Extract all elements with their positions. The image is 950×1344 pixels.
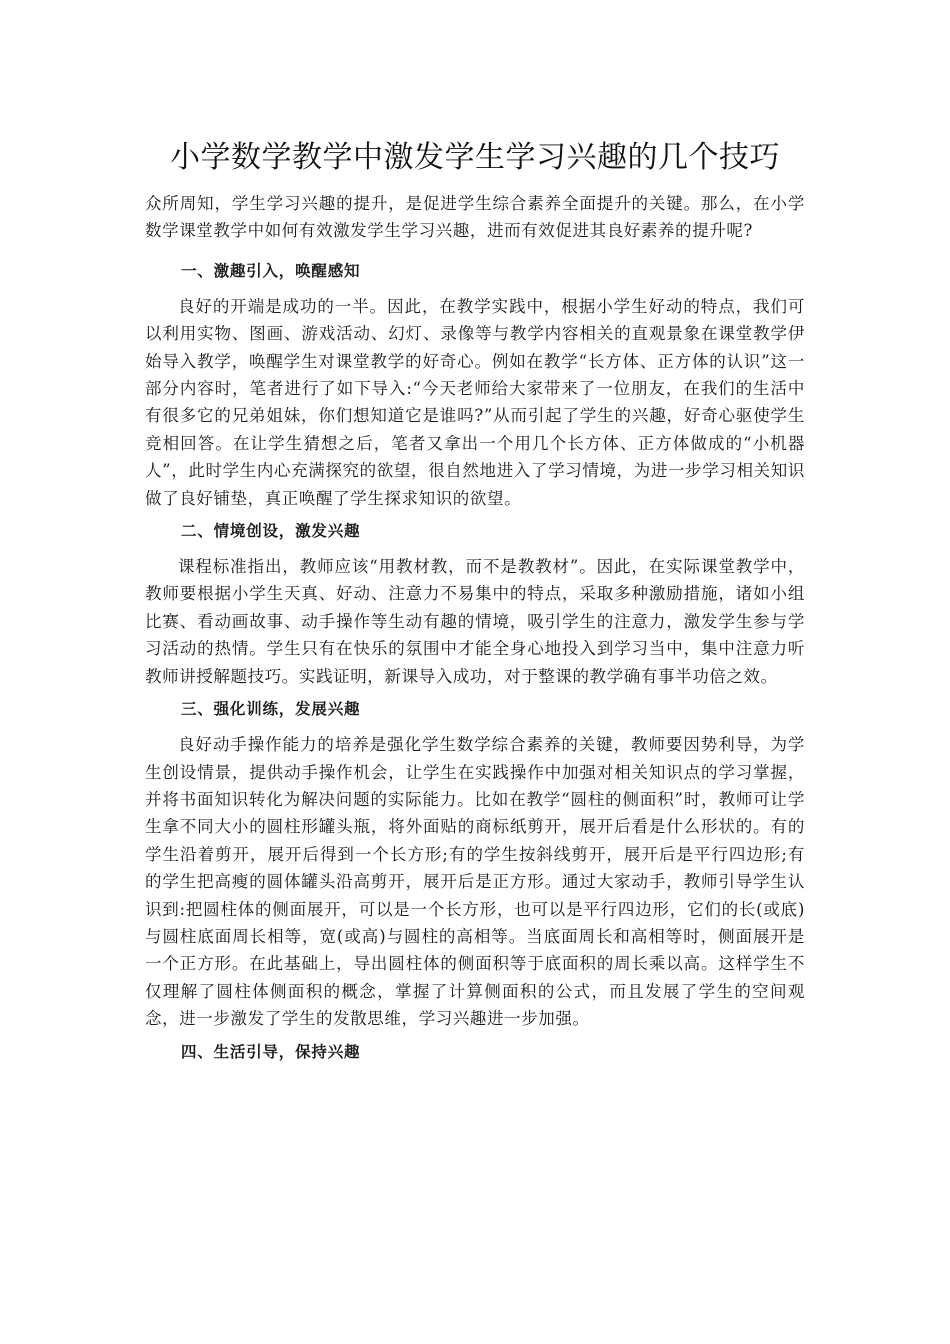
- section-paragraph-2: 课程标准指出，教师应该“用教材教，而不是教教材”。因此，在实际课堂教学中，教师要根据小学生天真、好动、注意力不易集中的特点，采取多种激励措施，诸如小组比赛、看动画故事、动手操作等生动有趣的情境，吸引学生的注意力，激发学生参与学习活动的热情。学生只有在快乐的氛围中才能全身心地投入到学习当中，集中注意力听教师讲授解题技巧。实践证明，新课导入成功，对于整课的教学确有事半功倍之效。: [145, 557, 805, 686]
- section-heading-4: 四、生活引导，保持兴趣: [181, 1042, 361, 1061]
- section-heading-2: 二、情境创设，激发兴趣: [181, 522, 361, 541]
- document-body: [145, 190, 805, 1074]
- section-heading-3: 三、强化训练，发展兴趣: [181, 700, 361, 719]
- intro-paragraph: 众所周知，学生学习兴趣的提升，是促进学生综合素养全面提升的关键。那么，在小学数学课堂教学中如何有效激发学生学习兴趣，进而有效促进其良好素养的提升呢?: [145, 194, 805, 241]
- section-paragraph-1: 良好的开端是成功的一半。因此，在教学实践中，根据小学生好动的特点，我们可以利用实物、图画、游戏活动、幻灯、录像等与教学内容相关的直观景象在课堂教学伊始导入教学，唤醒学生对课堂教学的好奇心。例如在教学“长方体、正方体的认识”这一部分内容时，笔者进行了如下导入:“今天老师给大家带来了一位朋友，在我们的生活中有很多它的兄弟姐妹，你们想知道它是谁吗?”从而引起了学生的兴趣，好奇心驱使学生竞相回答。在让学生猜想之后，笔者又拿出一个用几个长方体、正方体做成的“小机器人”，此时学生内心充满探究的欲望，很自然地进入了学习情境，为进一步学习相关知识做了良好铺垫，真正唤醒了学生探求知识的欲望。: [145, 296, 805, 508]
- section-paragraph-3: 良好动手操作能力的培养是强化学生数学综合素养的关键，教师要因势利导，为学生创设情景，提供动手操作机会，让学生在实践操作中加强对相关知识点的学习掌握，并将书面知识转化为解决问题的实际能力。比如在教学“圆柱的侧面积”时，教师可让学生拿不同大小的圆柱形罐头瓶，将外面贴的商标纸剪开，展开后看是什么形状的。有的学生沿着剪开，展开后得到一个长方形;有的学生按斜线剪开，展开后是平行四边形;有的学生把高瘦的圆体罐头沿高剪开，展开后是正方形。通过大家动手，教师引导学生认识到:把圆柱体的侧面展开，可以是一个长方形，也可以是平行四边形，它们的长(或底)与圆柱底面周长相等，宽(或高)与圆柱的高相等。当底面周长和高相等时，侧面展开是一个正方形。在此基础上，导出圆柱体的侧面积等于底面积的周长乘以高。这样学生不仅理解了圆柱体侧面积的概念，掌握了计算侧面积的公式，而且发展了学生的空间观念，进一步激发了学生的发散思维，学习兴趣进一步加强。: [145, 735, 805, 1029]
- section-heading-1: 一、激趣引入，唤醒感知: [181, 261, 361, 280]
- document-title: 小学数学教学中激发学生学习兴趣的几个技巧: [170, 140, 780, 175]
